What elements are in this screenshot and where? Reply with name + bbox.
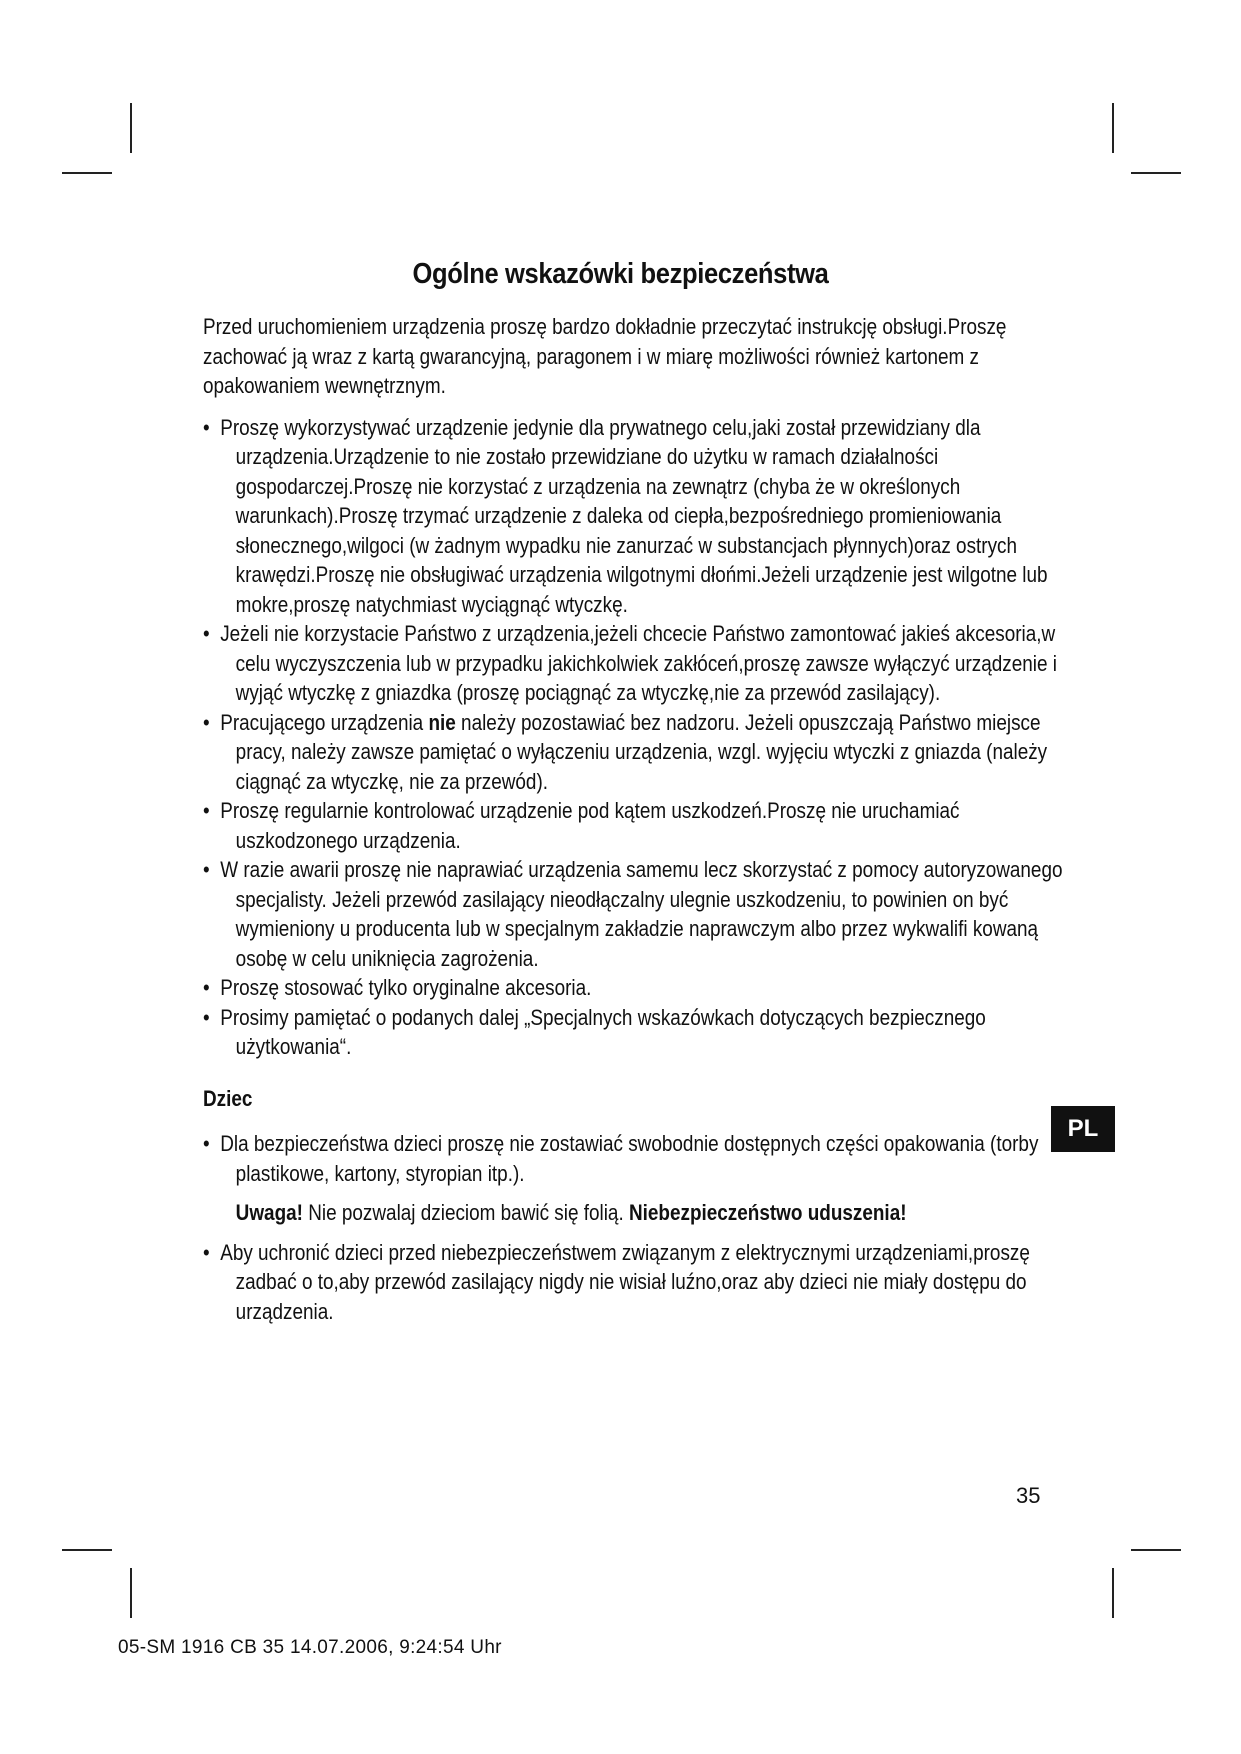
crop-mark-bottom-right-vertical — [1112, 1568, 1114, 1618]
list-item — [203, 708, 1063, 797]
page-title: Ogólne wskazówki bezpieczeństwa — [412, 258, 829, 290]
crop-mark-bottom-left-vertical — [130, 1568, 132, 1618]
warning-emphasis: Niebezpieczeństwo uduszenia! — [628, 1200, 907, 1225]
list-item: • Aby uchronić dzieci przed niebezpieczeństwem związanym z elektrycznymi urządzeniami,proszę zadbać o to,aby przewód zasilający nigdy nie wisiał luźno,oraz aby dzieci nie miały dostępu do urządzenia. — [203, 1238, 1063, 1327]
list-item: • Prosimy pamiętać o podanych dalej „Specjalnych wskazówkach dotyczących bezpiecznego użytkowania“. — [203, 1003, 1063, 1062]
safety-list — [203, 413, 1063, 1062]
list-item: • W razie awarii proszę nie naprawiać urządzenia samemu lecz skorzystać z pomocy autoryzowanego specjalisty. Jeżeli przewód zasilający nieodłączalny ulegnie uszkodzeniu, to powinien on być wymieniony u producenta lub w specjalnym zakładzie naprawczym albo przez wykwalifi kowaną osobę w celu uniknięcia zagrożenia. — [203, 855, 1063, 973]
page-number: 35 — [1016, 1483, 1041, 1508]
warning-label: Uwaga! — [235, 1200, 303, 1225]
list-item: • Jeżeli nie korzystacie Państwo z urządzenia,jeżeli chcecie Państwo zamontować jakieś akcesoria,w celu wyczyszczenia lub w przypadku jakichkolwiek zakłóceń,proszę zawsze wyłączyć urządzenie i wyjąć wtyczkę z gniazdka (proszę pociągnąć za wtyczkę,nie za przewód zasilający). — [203, 619, 1063, 708]
crop-mark-bottom-right-horizontal — [1131, 1549, 1181, 1551]
children-list-2 — [203, 1238, 1063, 1327]
print-footer: 05-SM 1916 CB 35 14.07.2006, 9:24:54 Uhr — [118, 1637, 502, 1658]
list-item: • Proszę wykorzystywać urządzenie jedynie dla prywatnego celu,jaki został przewidziany dla urządzenia.Urządzenie to nie zostało przewidziane do użytku w ramach działalności gospodarczej.Proszę nie korzystać z urządzenia na zewnątrz (chyba że w określonych warunkach).Proszę trzymać urządzenie z daleka od ciepła,bezpośredniego promieniowania słonecznego,wilgoci (w żadnym wypadku nie zanurzać w substancjach płynnych)oraz ostrych krawędzi.Proszę nie obsługiwać urządzenia wilgotnymi dłońmi.Jeżeli urządzenie jest wilgotne lub mokre,proszę natychmiast wyciągnąć wtyczkę. — [203, 413, 1063, 620]
list-item: • Proszę stosować tylko oryginalne akcesoria. — [203, 973, 1063, 1003]
crop-mark-top-left-vertical — [130, 103, 132, 153]
bullet3-bold-nie: nie — [428, 709, 456, 735]
document-body — [203, 312, 1063, 1326]
warning-text: Nie pozwalaj dzieciom bawić się folią. — [302, 1200, 629, 1225]
language-tab: PL — [1051, 1106, 1115, 1152]
crop-mark-bottom-left-horizontal — [62, 1549, 112, 1551]
crop-mark-top-right-vertical — [1112, 103, 1114, 153]
bullet3-text-after: należy pozostawiać bez nadzoru. Jeżeli opuszczają Państwo miejsce pracy, należy zawsze pamiętać o wyłączeniu urządzenia, wzgl. wyjęciu wtyczki z gniazda (należy ciągnąć za wtyczkę, nie za przewód). — [235, 709, 1048, 794]
crop-mark-top-left-horizontal — [62, 172, 112, 174]
list-item: • Dla bezpieczeństwa dzieci proszę nie zostawiać swobodnie dostępnych części opakowania (torby plastikowe, kartony, styropian itp.). — [203, 1129, 1063, 1188]
section-heading-children: Dziec — [203, 1085, 253, 1111]
list-item: • Proszę regularnie kontrolować urządzenie pod kątem uszkodzeń.Proszę nie uruchamiać uszkodzonego urządzenia. — [203, 796, 1063, 855]
warning-note — [203, 1198, 1063, 1228]
crop-mark-top-right-horizontal — [1131, 172, 1181, 174]
intro-paragraph: Przed uruchomieniem urządzenia proszę bardzo dokładnie przeczytać instrukcję obsługi.Proszę zachować ją wraz z kartą gwarancyjną, paragonem i w miarę możliwości również kartonem z opakowaniem wewnętrznym. — [203, 314, 1007, 398]
bullet3-text-before: Pracującego urządzenia — [220, 709, 429, 735]
children-list — [203, 1129, 1063, 1188]
